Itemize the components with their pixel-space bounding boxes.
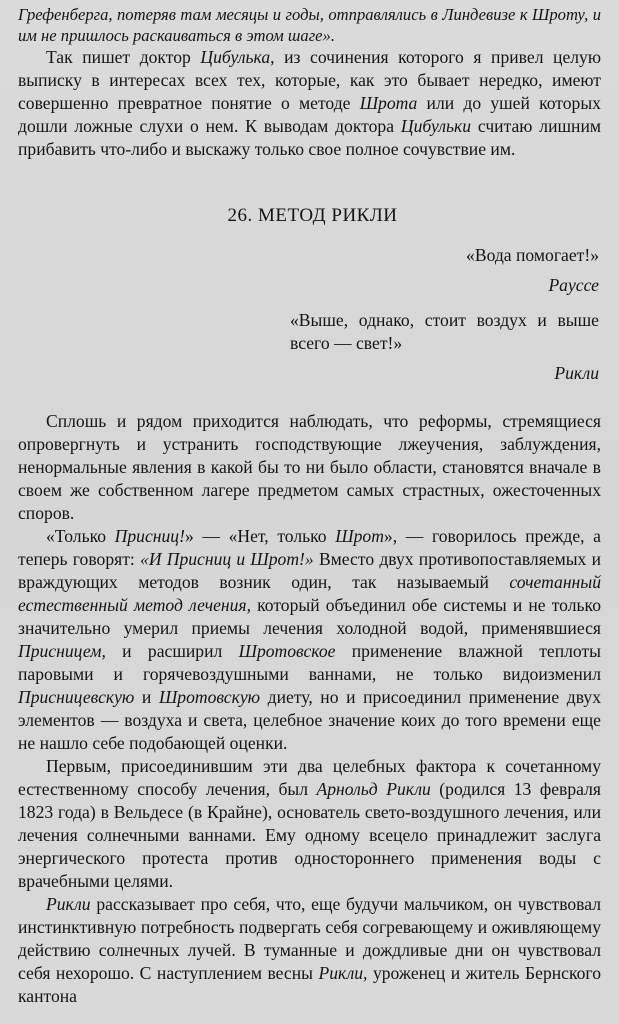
- text-run: «Только: [46, 526, 115, 546]
- epigraph-author: Рикли: [554, 363, 599, 383]
- term-priessnitz-adj: Присницевскую: [18, 687, 135, 707]
- text-run: и: [134, 687, 159, 707]
- paragraph-rikli-intro: [18, 755, 601, 893]
- text-run: », — говорилось прежде, а теперь говорят:: [18, 526, 601, 569]
- name-cibulka: Цибульки: [400, 116, 472, 136]
- text-run: рассказывает про себя, что, еще будучи мальчиком, он чувствовал инстинктивную потребность подвергать себя согревающему и оживляющему действию солнечных лучей. В туманные и дождливые дни он чувствовал себя нехорошо. С наступлением весны: [18, 894, 601, 983]
- name-cibulka: Цибулька: [200, 47, 271, 67]
- name-schroth: Шрота: [359, 93, 418, 113]
- epigraph-author: Рaуссе: [548, 275, 599, 295]
- paragraph-reforms: Сплошь и рядом приходится наблюдать, что реформы, стремящиеся опровергнуть и устранить господствующие лжеучения, заблуждения, ненормальные явления в какой бы то ни было области, становятся вначале в своем же собственном лагере предметом самых страстных, ожесточенных споров.: [18, 411, 601, 523]
- text-run: который объединил обе системы и не только значительно умерил приемы лечения холодной водой, применявшиеся: [18, 595, 602, 638]
- paragraph-cibulka-conclusion: [18, 46, 601, 161]
- name-schroth: Шрот: [335, 526, 384, 546]
- text-run: Первым, присоединившим эти два целебных фактора к сочетанному естественному способу лечения, был: [18, 756, 601, 799]
- text-run: и расширил: [105, 641, 239, 661]
- paragraph-rikli-childhood: [18, 893, 601, 1008]
- text-run: » — «Нет, только: [184, 526, 336, 546]
- name-priessnitz: Присницем,: [18, 641, 106, 661]
- paragraph-combined-method: [18, 525, 601, 755]
- term-schroth-adj: Шротовскую: [158, 687, 261, 707]
- name-rikli: Рикли,: [318, 963, 368, 983]
- text-run: Вместо двух противопоставляемых и враждующих методов возник один, так называемый: [18, 549, 601, 592]
- epigraph-quote: «Вода помогает!»: [466, 245, 599, 265]
- name-priessnitz: Присниц!: [114, 526, 185, 546]
- chapter-heading: 26. МЕТОД РИКЛИ: [227, 205, 398, 226]
- text-run: считаю лишним прибавить что-либо и выскажу только свое полное сочувствие им.: [18, 116, 601, 159]
- quote-continuation: Грефенберга, потеряв там месяцы и годы, отправлялись в Линдевизе к Шроту, и им не пришлось раскаиваться в этом шаге».: [18, 5, 601, 45]
- term-schroth-adj: Шротовское: [238, 641, 336, 661]
- text-run: , из сочинения которого я привел целую выписку в интересах всех тех, которые, как это бывает нередко, имеют совершенно превратное понятие о методе: [18, 47, 601, 113]
- epigraph-quote: «Выше, однако, стоит воздух и выше всего — свет!»: [290, 310, 599, 353]
- text-run: применение влажной теплоты паровыми и горячевоздушными ваннами, не только видоизменил: [18, 641, 601, 684]
- text-run: диету, но и присоединил применение двух элементов — воздуха и света, целебное значение коих до того времени еще не нашло себе подобающей оценки.: [18, 687, 601, 753]
- name-rikli: Арнольд Рикли: [316, 779, 431, 799]
- name-rikli: Рикли: [46, 894, 91, 914]
- term-combined-method: сочетанный естественный метод лечения,: [18, 572, 601, 615]
- text-run: (родился 13 февраля 1823 года) в Вельдесе (в Крайне), основатель свето-воздушного лечения, или лечения солнечными ваннами. Ему одному всецело принадлежит заслуга энергического протеста против одностороннего применения воды с врачебными целями.: [18, 779, 601, 891]
- slogan: «И Присниц и Шрот!»: [140, 549, 314, 569]
- text-run: уроженец и житель Бернского кантона: [18, 963, 601, 1006]
- text-run: или до ушей которых дошли ложные слухи о нем. К выводам доктора: [18, 93, 601, 136]
- text-run: Так пишет доктор: [46, 47, 201, 67]
